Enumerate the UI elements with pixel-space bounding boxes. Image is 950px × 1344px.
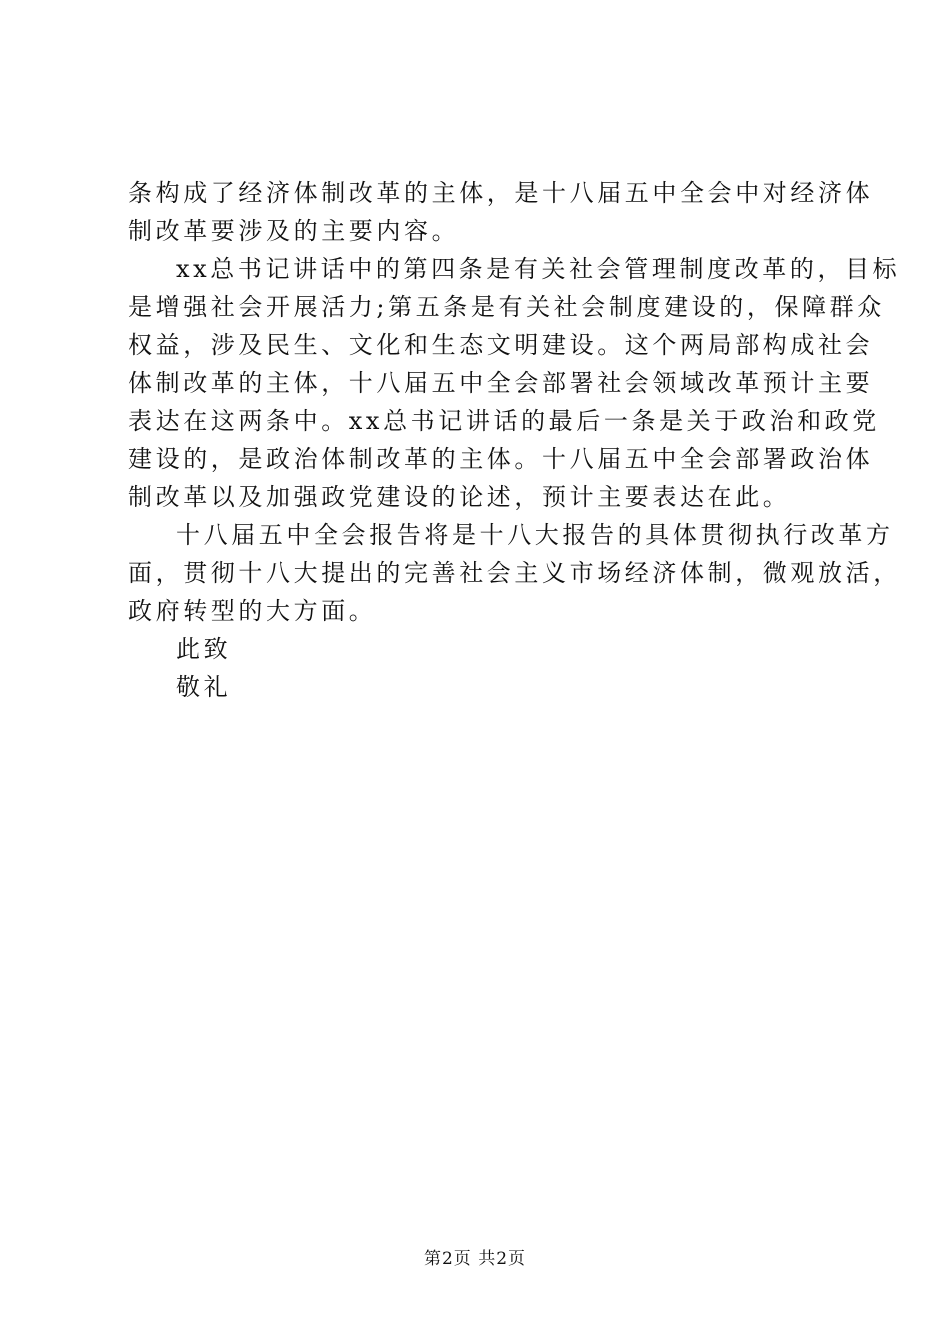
closing-line: 敬礼: [176, 673, 232, 701]
paragraph-1: [128, 174, 874, 250]
page-footer: 第2页 共2页: [423, 1249, 527, 1269]
text-line: 表达在这两条中。xx总书记讲话的最后一条是关于政治和政党: [128, 407, 880, 435]
paragraph-2: [128, 250, 901, 516]
text-line: 面，贯彻十八大提出的完善社会主义市场经济体制，微观放活，: [128, 559, 901, 587]
paragraph-3: [128, 516, 901, 630]
text-line: 政府转型的大方面。: [128, 597, 377, 625]
text-line: 体制改革的主体，十八届五中全会部署社会领域改革预计主要: [128, 369, 874, 397]
text-line: 建设的，是政治体制改革的主体。十八届五中全会部署政治体: [128, 445, 874, 473]
closing-line: 此致: [176, 635, 232, 663]
text-line: xx总书记讲话中的第四条是有关社会管理制度改革的，目标: [176, 255, 901, 283]
text-line: 十八届五中全会报告将是十八大报告的具体贯彻执行改革方: [176, 521, 894, 549]
text-line: 权益，涉及民生、文化和生态文明建设。这个两局部构成社会: [128, 331, 874, 359]
closing-salutation: [128, 630, 838, 706]
text-line: 条构成了经济体制改革的主体，是十八届五中全会中对经济体: [128, 179, 874, 207]
document-body: [128, 174, 901, 706]
text-line: 制改革以及加强政党建设的论述，预计主要表达在此。: [128, 483, 791, 511]
text-line: 是增强社会开展活力;第五条是有关社会制度建设的，保障群众: [128, 293, 885, 321]
text-line: 制改革要涉及的主要内容。: [128, 217, 460, 245]
